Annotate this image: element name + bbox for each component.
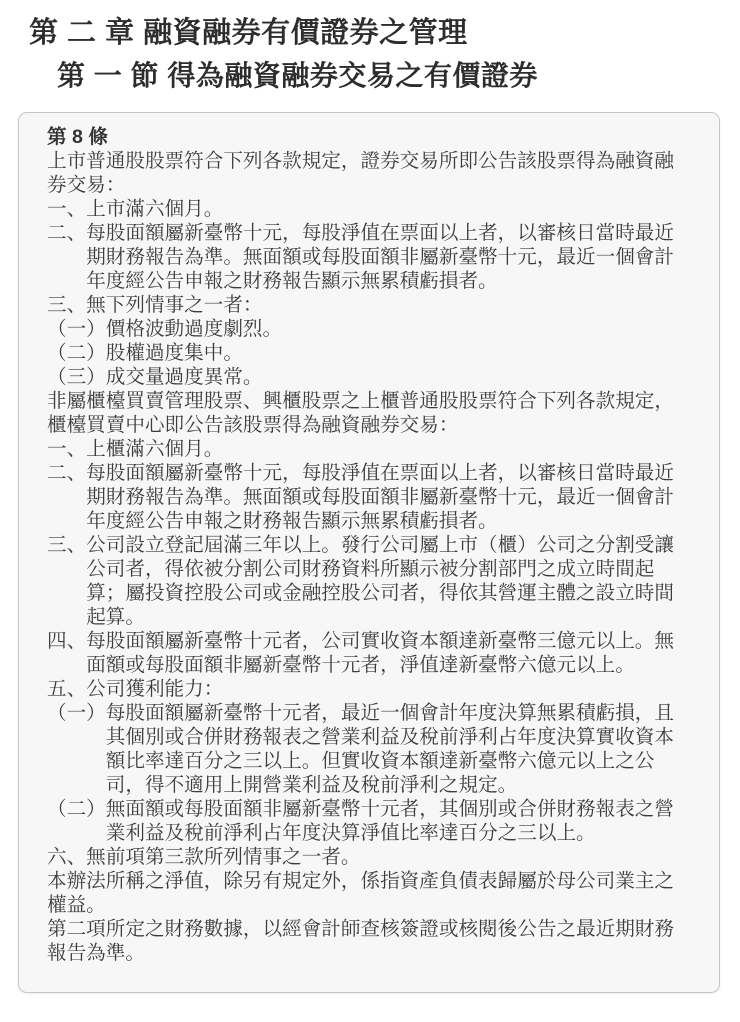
- article-paragraph: 一、上櫃滿六個月。: [47, 438, 224, 461]
- article-number: 第 8 條: [47, 126, 108, 149]
- article-paragraph: 六、無前項第三款所列情事之一者。: [47, 846, 361, 869]
- article-paragraph: 二、每股面額屬新臺幣十元，每股淨值在票面以上者，以審核日當時最近期財務報告為準。無面額或每股面額非屬新臺幣十元，最近一個會計年度經公告申報之財務報告顯示無累積虧損者。: [47, 462, 674, 533]
- article-paragraph: （一）每股面額屬新臺幣十元者，最近一個會計年度決算無累積虧損，且其個別或合併財務報表之營業利益及稅前淨利占年度決算實收資本額比率達百分之三以上。但實收資本額達新臺幣六億元以上之公司，得不適用上開營業利益及稅前淨利之規定。: [47, 702, 675, 797]
- section-heading: 第 一 節 得為融資融券交易之有價證券: [57, 60, 538, 92]
- article-paragraph: 三、無下列情事之一者：: [47, 294, 263, 317]
- article-paragraph: 二、每股面額屬新臺幣十元，每股淨值在票面以上者，以審核日當時最近期財務報告為準。無面額或每股面額非屬新臺幣十元，最近一個會計年度經公告申報之財務報告顯示無累積虧損者。: [47, 222, 674, 293]
- chapter-heading: 第 二 章 融資融券有價證券之管理: [29, 17, 468, 49]
- article-paragraph: （二）股權過度集中。: [47, 342, 243, 365]
- article-paragraph: 非屬櫃檯買賣管理股票、興櫃股票之上櫃普通股股票符合下列各款規定，櫃檯買賣中心即公告該股票得為融資融券交易：: [47, 390, 674, 437]
- article-paragraph: 第二項所定之財務數據，以經會計師查核簽證或核閱後公告之最近期財務報告為準。: [47, 918, 674, 965]
- document-page: [0, 14, 740, 1022]
- article-paragraph: 四、每股面額屬新臺幣十元者，公司實收資本額達新臺幣三億元以上。無面額或每股面額非屬新臺幣十元者，淨值達新臺幣六億元以上。: [47, 630, 674, 677]
- article-paragraph: 五、公司獲利能力：: [47, 678, 224, 701]
- article-box: [18, 112, 720, 993]
- article-paragraph: 一、上市滿六個月。: [47, 198, 224, 221]
- article-paragraph: （二）無面額或每股面額非屬新臺幣十元者，其個別或合併財務報表之營業利益及稅前淨利占年度決算淨值比率達百分之三以上。: [47, 798, 674, 845]
- article-paragraph: （三）成交量過度異常。: [47, 366, 263, 389]
- article-paragraph: 上市普通股股票符合下列各款規定，證券交易所即公告該股票得為融資融券交易：: [47, 150, 674, 197]
- article-body: [47, 149, 691, 965]
- article-paragraph: 三、公司設立登記屆滿三年以上。發行公司屬上市（櫃）公司之分割受讓公司者，得依被分割公司財務資料所顯示被分割部門之成立時間起算；屬投資控股公司或金融控股公司者，得依其營運主體之設立時間起算。: [47, 534, 674, 629]
- article-paragraph: 本辦法所稱之淨值，除另有規定外，係指資產負債表歸屬於母公司業主之權益。: [47, 870, 674, 917]
- article-paragraph: （一）價格波動過度劇烈。: [47, 318, 283, 341]
